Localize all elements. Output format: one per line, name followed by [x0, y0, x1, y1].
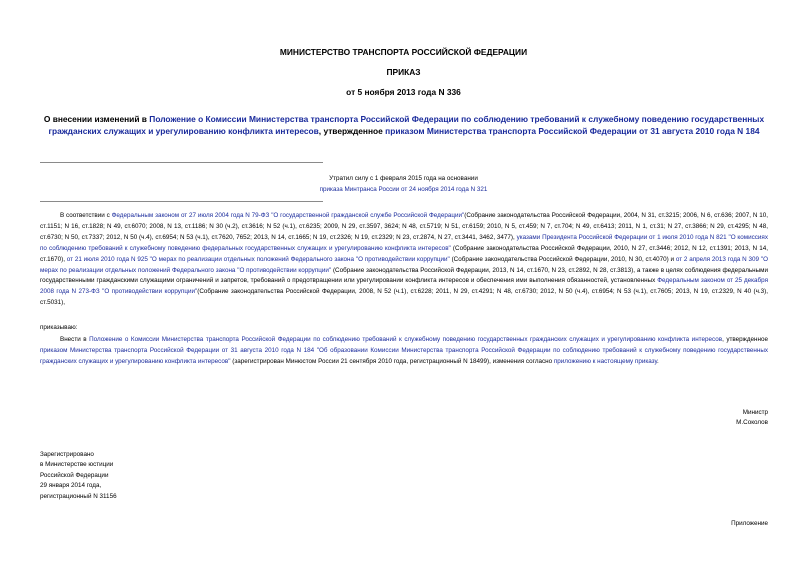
registration-line-1: Зарегистрировано — [40, 451, 94, 458]
clause-paragraph — [40, 335, 768, 368]
decree-word: приказываю: — [40, 324, 78, 331]
clause-text-1: Внести в — [60, 336, 90, 343]
clause-link-order-184[interactable]: приказом Министерства транспорта Российской Федерации от 31 августа 2010 года N 184 "Об образовании Комиссии Министерства транспорта Российской Федерации по соблюдению требований к служебному поведению государственных гражданских служащих и урегулированию конфликта интересов" — [40, 346, 768, 365]
title-text-1: О внесении изменений в — [43, 114, 150, 124]
preamble-link-79fz[interactable]: Федеральным законом от 27 июля 2004 года N 79-ФЗ "О государственной гражданской службе Российской Федерации" — [111, 212, 465, 219]
preamble-link-decree-309[interactable]: от 2 апреля 2013 года N 309 "О мерах по реализации отдельных положений Федерального закона "О противодействии коррупции" — [40, 255, 768, 274]
clause-text-3: (зарегистрирован Минюстом России 21 сентября 2010 года, регистрационный N 18499), изменения согласно — [230, 357, 554, 365]
lost-force-note — [0, 174, 807, 195]
signature-position: Министр — [742, 409, 768, 416]
divider-bottom — [40, 201, 323, 202]
signature-name: М.Соколов — [736, 419, 768, 427]
appendix-label: Приложение — [731, 520, 768, 527]
preamble-paragraph — [40, 211, 768, 309]
preamble-text-3: (Собрание законодательства Российской Федерации, 2010, N 27, ст.3446; 2012, N 12, ст.1391; 2013, N 14, ст.1670), — [40, 244, 769, 263]
document-date-number: от 5 ноября 2013 года N 336 — [346, 87, 461, 97]
clause-text-4: . — [657, 357, 659, 365]
document-title — [40, 113, 768, 138]
ministry-heading: МИНИСТЕРСТВО ТРАНСПОРТА РОССИЙСКОЙ ФЕДЕРАЦИИ — [279, 47, 528, 57]
registration-block — [40, 450, 117, 502]
preamble-link-273fz[interactable]: Федеральным законом от 25 декабря 2008 года N 273-ФЗ "О противодействии коррупции" — [40, 277, 769, 296]
registration-line-5: регистрационный N 31156 — [40, 492, 117, 500]
registration-line-4: 29 января 2014 года, — [40, 482, 102, 490]
lost-force-text: Утратил силу с 1 февраля 2015 года на основании — [329, 175, 478, 182]
preamble-text-4: (Собрание законодательства Российской Федерации, 2010, N 30, ст.4070) и — [449, 255, 676, 263]
preamble-link-decree-821[interactable]: указами Президента Российской Федерации от 1 июля 2010 года N 821 "О комиссиях по соблюдению требований к служебному поведению федеральных государственных служащих и урегулированию конфликта интересов" — [40, 233, 768, 252]
registration-line-3: Российской Федерации — [40, 471, 109, 479]
registration-line-2: в Министерстве юстиции — [40, 461, 114, 469]
divider-top — [40, 162, 323, 163]
clause-link-appendix[interactable]: приложению к настоящему приказу — [553, 357, 658, 365]
signature-block — [736, 408, 768, 429]
preamble-text-6: (Собрание законодательства Российской Федерации, 2008, N 52 (ч.1), ст.6228; 2011, N 29, ст.4291; N 48, ст.6730; 2012, N 50 (ч.4), ст.6954; N 53 (ч.1), ст.7605; 2013, N 19, ст.2329, N 40 (ч.3), ст.5031), — [40, 288, 769, 307]
clause-text-2: , утвержденное — [722, 336, 768, 343]
preamble-text-1: В соответствии с — [60, 212, 112, 219]
title-text-2: , утвержденное — [318, 126, 386, 137]
title-link-regulation[interactable]: Положение о Комиссии Министерства транспорта Российской Федерации по соблюдению требований к служебному поведению государственных гражданских служащих и урегулированию конфликта интересов — [48, 114, 765, 137]
preamble-text-5: (Собрание законодательства Российской Федерации, 2013, N 14, ст.1670, N 23, ст.2892, N 28, ст.3813), а также в целях соблюдения федеральными государственными гражданскими служащими ограничений и запретов, требований о предотвращении или урегулировании конфликта интересов и обеспечения ими выполнения обязанностей, установленных — [40, 266, 768, 285]
lost-force-link[interactable]: приказа Минтранса России от 24 ноября 2014 года N 321 — [319, 185, 488, 193]
preamble-text-2: (Собрание законодательства Российской Федерации, 2004, N 31, ст.3215; 2006, N 6, ст.636; 2007, N 10, ст.1151; N 16, ст.1828; N 49, ст.6070; 2008, N 13, ст.1186; N 30 (ч.2), ст.3616; N 52 (ч.1), ст.6235; 2009, N 29, ст.3597, 3624; N 48, ст.5719; N 51, ст.6159; 2010, N 5, ст.459; N 7, ст.704; N 49, ст.6413; 2011, N 1, ст.31; N 27, ст.3866; N 29, ст.4295; N 48, ст.6730; N 50, ст.7337; 2012, N 50 (ч.4), ст.6954; N 53 (ч.1), ст.7620, 7652; 2013, N 14, ст.1665; N 19, ст.2326; N 19, ст.2329; N 23, ст.2874, N 27, ст.3441, 3462, 3477), — [40, 212, 768, 241]
clause-link-regulation[interactable]: Положение о Комиссии Министерства транспорта Российской Федерации по соблюдению требований к служебному поведению государственных гражданских служащих и урегулированию конфликта интересов — [89, 336, 723, 343]
title-link-order-184[interactable]: приказом Министерства транспорта Российской Федерации от 31 августа 2010 года N 184 — [385, 126, 760, 137]
preamble-link-decree-925[interactable]: от 21 июля 2010 года N 925 "О мерах по реализации отдельных положений Федерального закона "О противодействии коррупции" — [66, 255, 450, 263]
document-type-heading: ПРИКАЗ — [386, 67, 421, 77]
